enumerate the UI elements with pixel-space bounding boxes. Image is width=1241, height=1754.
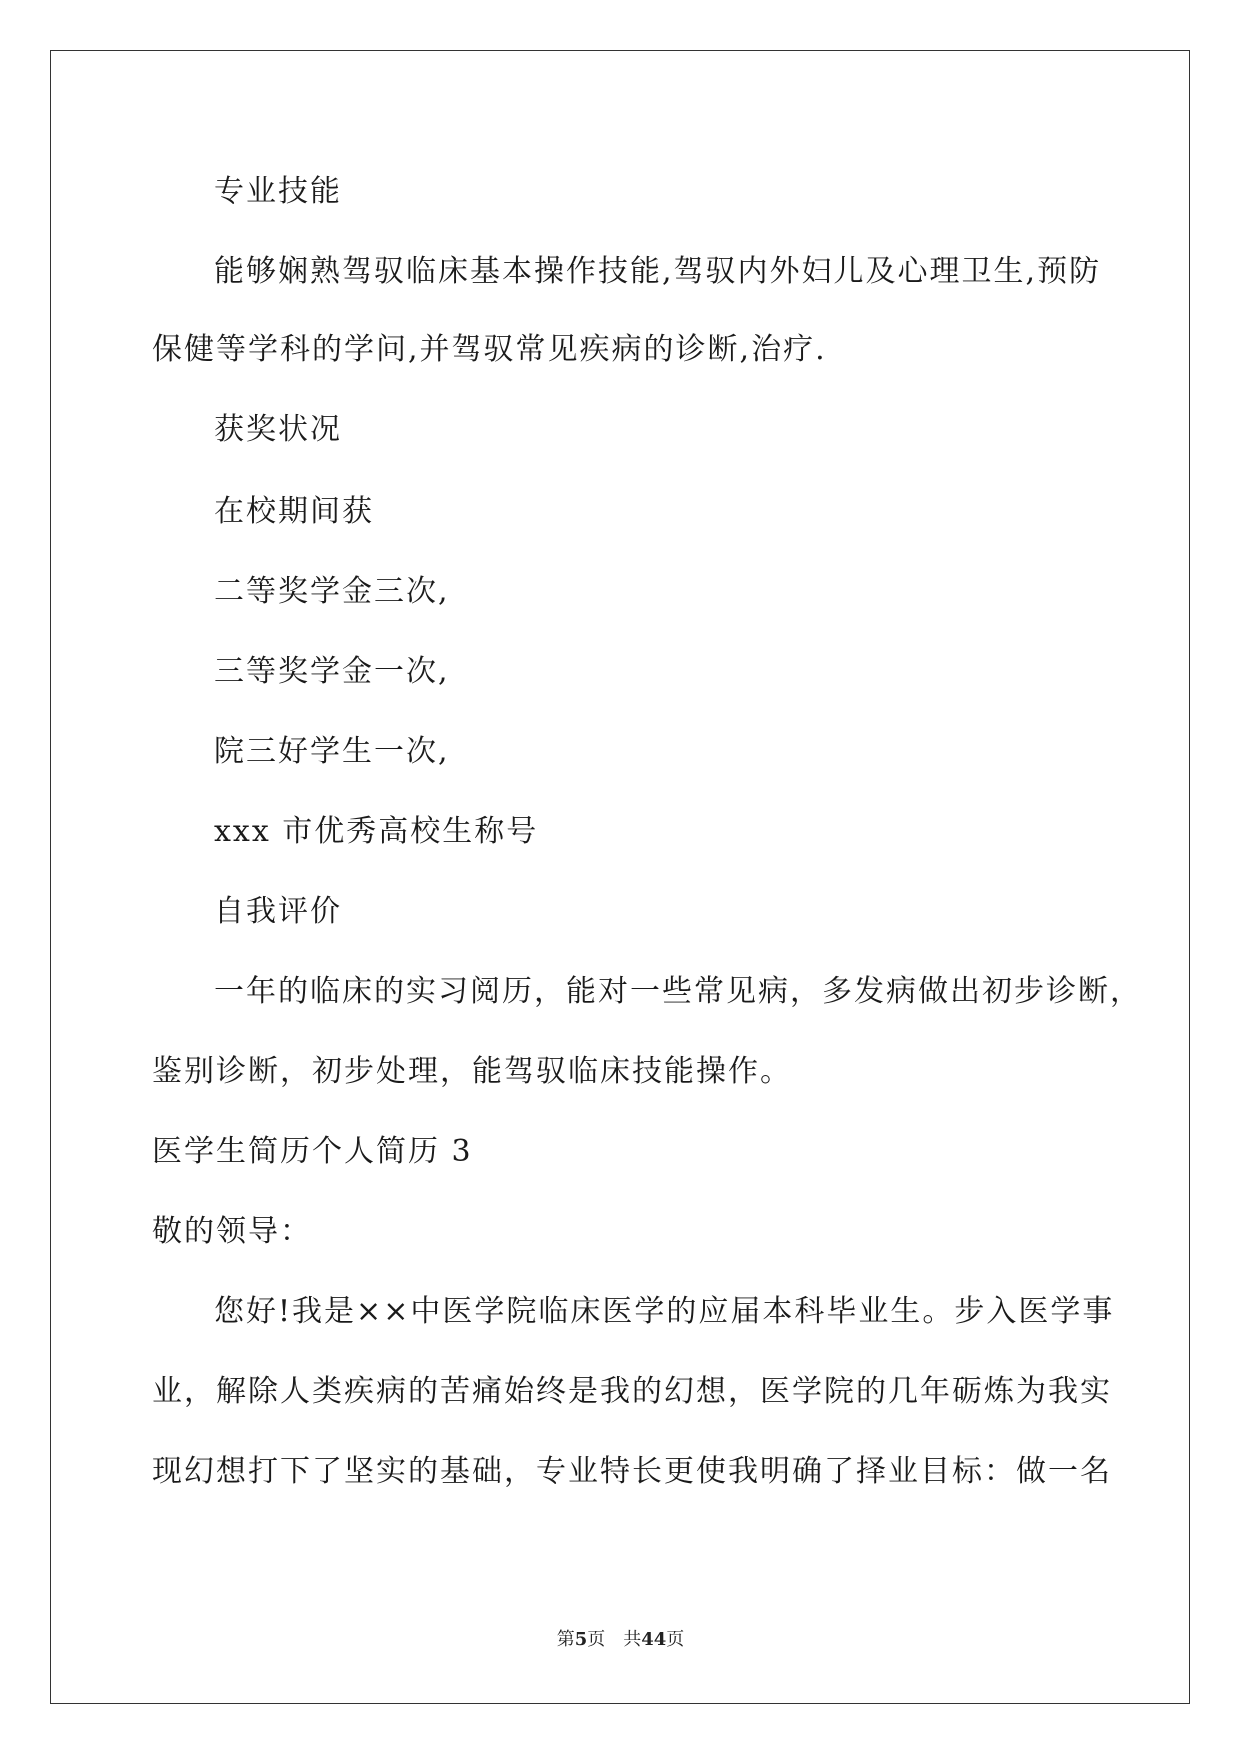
award-item: xxx 市优秀高校生称号: [214, 814, 539, 849]
salutation: 敬的领导：: [152, 1214, 312, 1249]
total-page-count: 44: [641, 1629, 667, 1650]
paragraph-line: 能够娴熟驾驭临床基本操作技能,驾驭内外妇儿及心理卫生,预防: [214, 254, 1102, 289]
section-title: 医学生简历个人简历 3: [152, 1134, 473, 1169]
total-prefix: 共: [623, 1629, 642, 1650]
paragraph-line: 您好!我是××中医学院临床医学的应届本科毕业生。步入医学事: [214, 1294, 1115, 1329]
award-item: 三等奖学金一次,: [214, 654, 450, 689]
heading-professional-skills: 专业技能: [214, 174, 342, 209]
paragraph-line: 现幻想打下了坚实的基础，专业特长更使我明确了择业目标：做一名: [152, 1454, 1112, 1489]
paragraph-line: 业，解除人类疾病的苦痛始终是我的幻想，医学院的几年砺炼为我实: [152, 1374, 1112, 1409]
page-prefix: 第: [556, 1629, 575, 1650]
paragraph-line: 保健等学科的学问,并驾驭常见疾病的诊断,治疗.: [152, 332, 827, 367]
page-suffix: 页: [587, 1629, 606, 1650]
page-number-footer: [0, 1628, 1241, 1652]
paragraph-line: 一年的临床的实习阅历，能对一些常见病，多发病做出初步诊断，: [214, 974, 1142, 1009]
paragraph-line: 鉴别诊断，初步处理，能驾驭临床技能操作。: [152, 1054, 792, 1089]
award-item: 二等奖学金三次,: [214, 574, 450, 609]
award-item: 院三好学生一次,: [214, 734, 450, 769]
heading-self-evaluation: 自我评价: [214, 894, 342, 929]
paragraph-line: 在校期间获: [214, 494, 374, 529]
total-suffix: 页: [666, 1629, 685, 1650]
heading-awards: 获奖状况: [214, 412, 342, 447]
current-page-number: 5: [574, 1629, 588, 1650]
